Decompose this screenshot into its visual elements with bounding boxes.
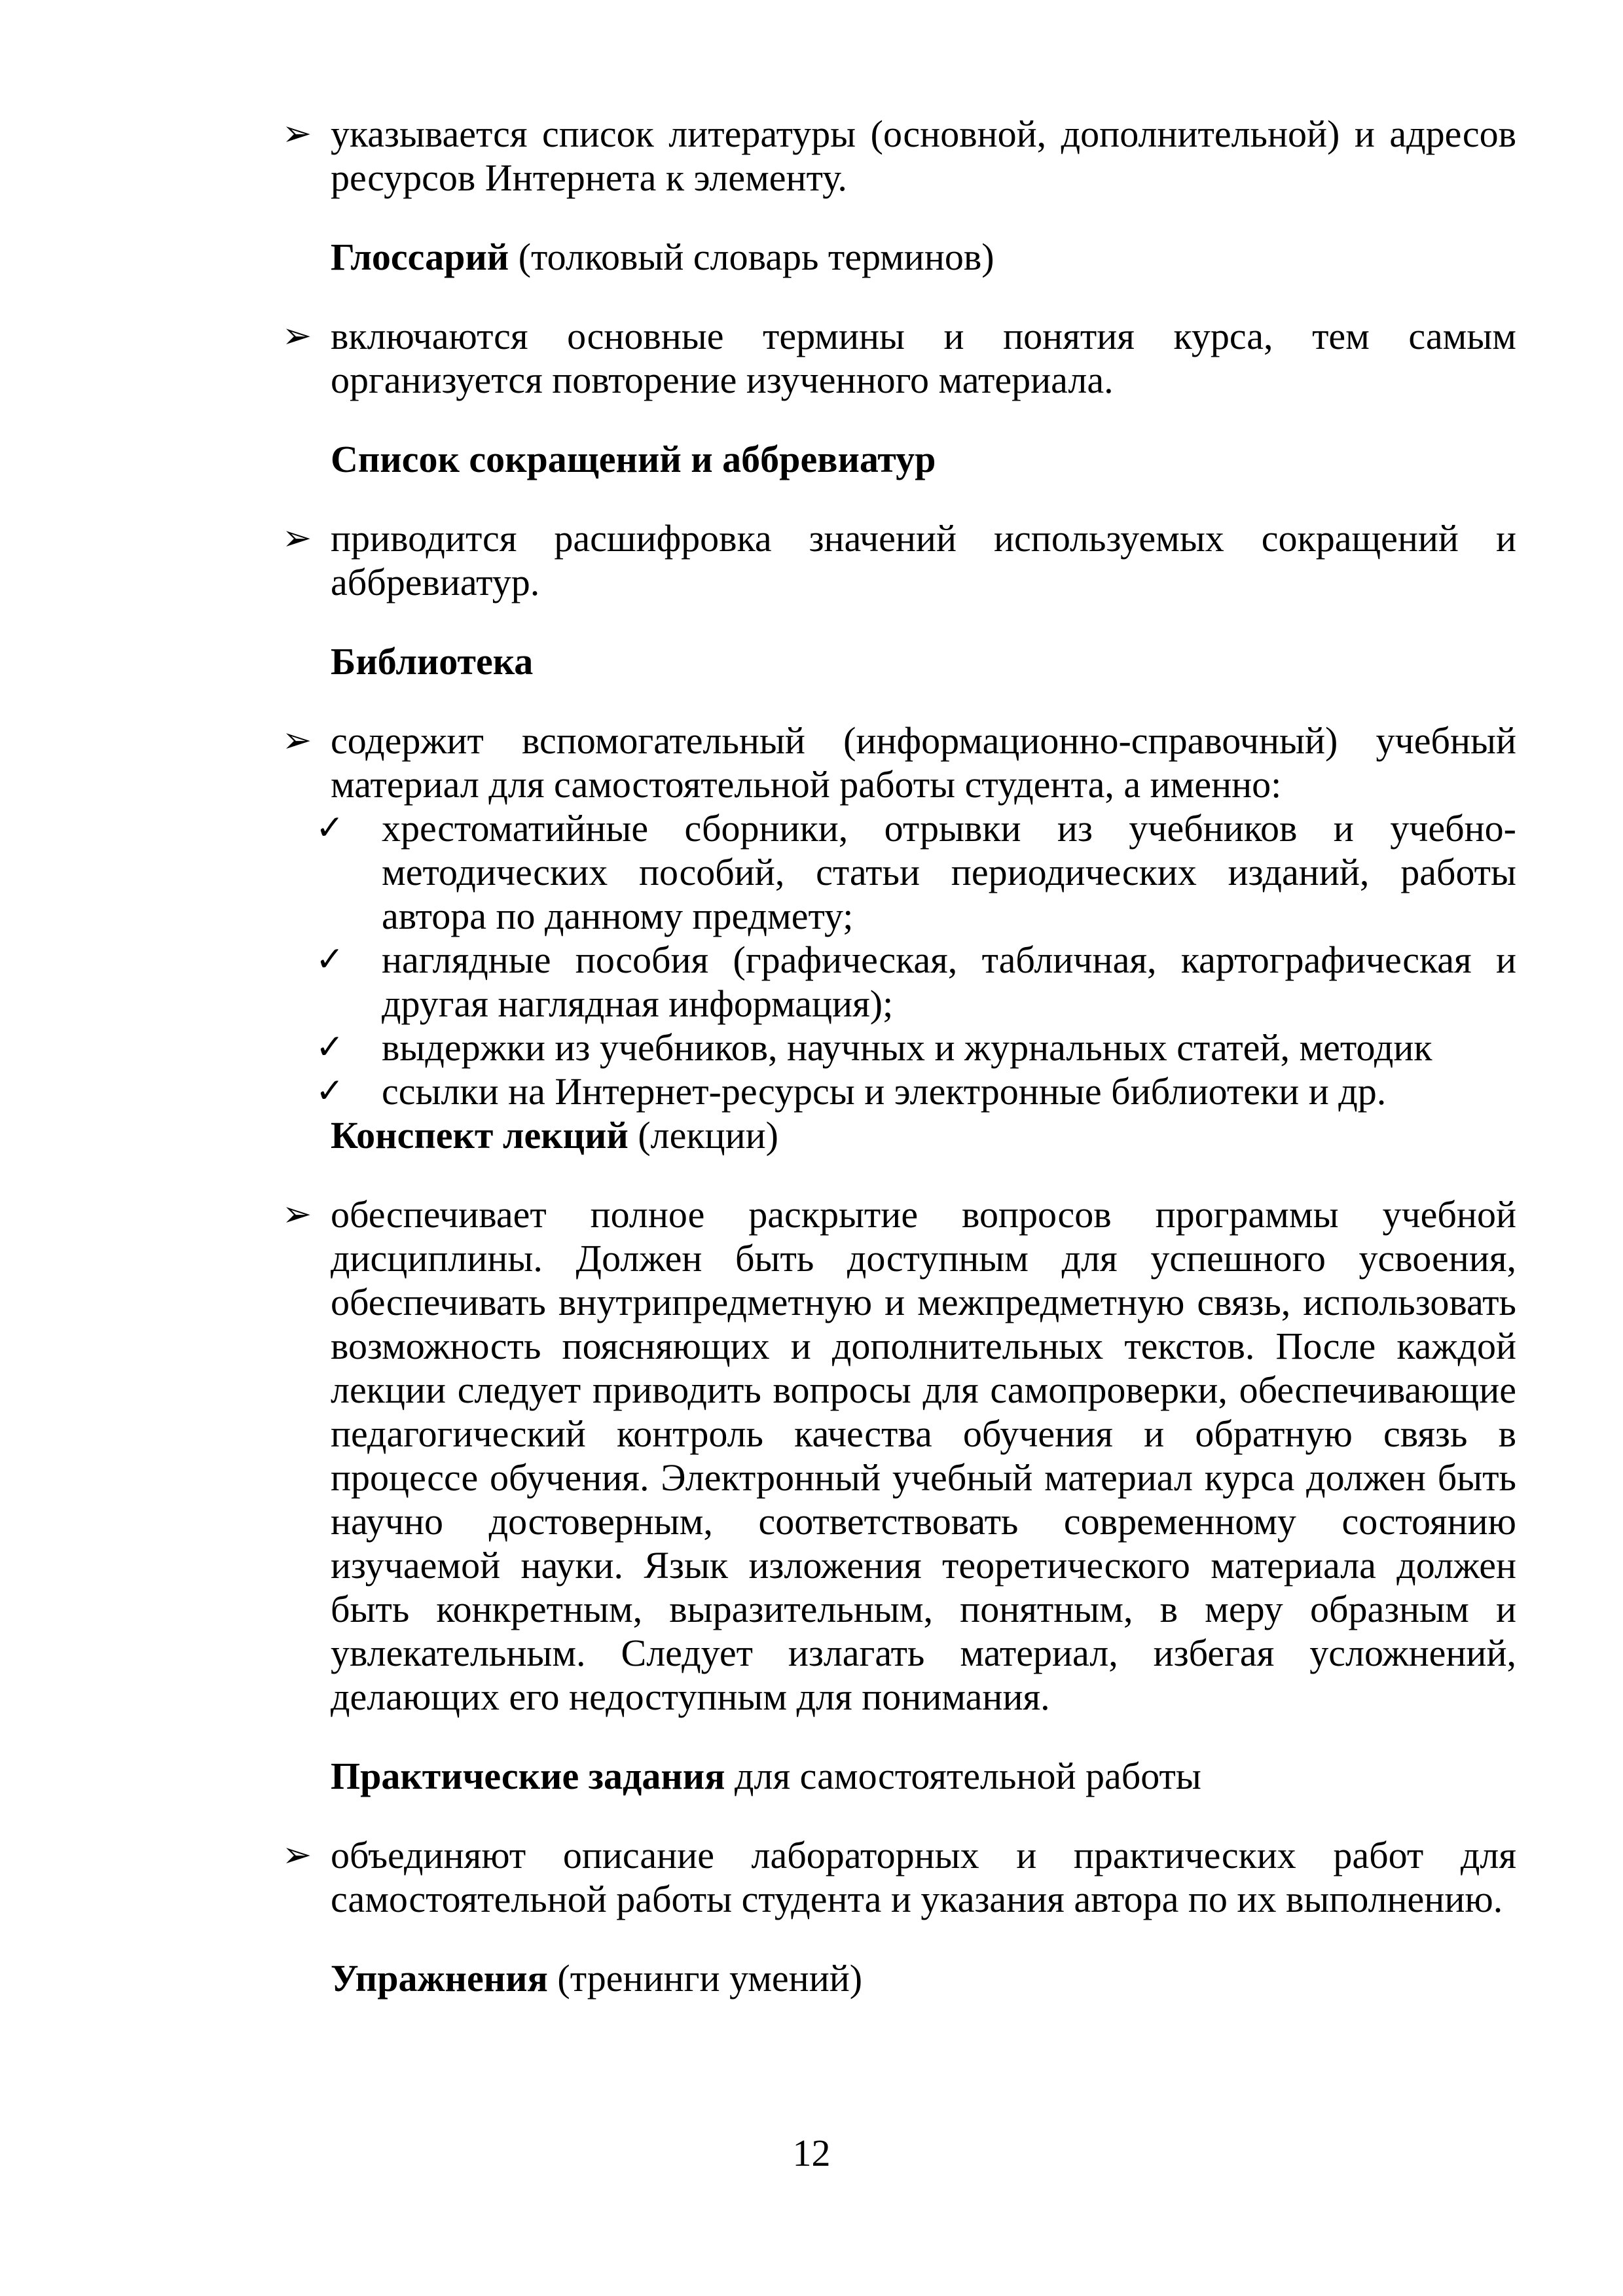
page-content (282, 112, 1516, 2000)
arrow-bullet-icon: ➢ (282, 1194, 312, 1234)
section-heading-exercises (282, 1956, 1516, 2000)
heading-rest: (толковый словарь терминов) (509, 236, 994, 278)
bullet-item (282, 112, 1516, 200)
arrow-bullet-icon: ➢ (282, 1835, 312, 1874)
arrow-bullet-icon: ➢ (282, 721, 312, 760)
bullet-text: обеспечивает полное раскрытие вопросов программы учебной дисциплины. Должен быть доступным для успешного усвоения, обеспечивать внутрипредметную и межпредметную связь, использовать возможность поясняющих и дополнительных текстов. После каждой лекции следует приводить вопросы для самопроверки, обеспечивающие педагогический контроль качества обучения и обратную связь в процессе обучения. Электронный учебный материал курса должен быть научно достоверным, соответствовать современному состоянию изучаемой науки. Язык изложения теоретического материала должен быть конкретным, выразительным, понятным, в меру образным и увлекательным. Следует излагать материал, избегая усложнений, делающих его недоступным для понимания. (331, 1193, 1516, 1718)
heading-rest: (тренинги умений) (547, 1957, 863, 2000)
check-text: хрестоматийные сборники, отрывки из учебников и учебно-методических пособий, статьи периодических изданий, работы автора по данному предмету; (382, 807, 1516, 937)
bullet-text: включаются основные термины и понятия курса, тем самым организуется повторение изученного материала. (331, 315, 1516, 401)
section-heading-glossary (282, 235, 1516, 279)
section-heading-library (282, 639, 1516, 683)
bullet-text: объединяют описание лабораторных и практических работ для самостоятельной работы студента и указания автора по их выполнению. (331, 1834, 1516, 1920)
check-text: ссылки на Интернет-ресурсы и электронные библиотеки и др. (382, 1070, 1387, 1113)
check-text: наглядные пособия (графическая, табличная, картографическая и другая наглядная информация); (382, 939, 1516, 1025)
check-item (316, 938, 1516, 1026)
heading-bold: Библиотека (331, 640, 534, 683)
bullet-item (282, 719, 1516, 806)
section-heading-practical (282, 1754, 1516, 1798)
check-text: выдержки из учебников, научных и журнальных статей, методик (382, 1026, 1432, 1069)
heading-bold: Конспект лекций (331, 1114, 629, 1157)
bullet-item (282, 1833, 1516, 1921)
page-number: 12 (792, 2132, 831, 2174)
bullet-text: указывается список литературы (основной, дополнительной) и адресов ресурсов Интернета к элементу. (331, 113, 1516, 199)
checkmark-icon: ✓ (316, 1029, 344, 1066)
bullet-text: приводится расшифровка значений используемых сокращений и аббревиатур. (331, 517, 1516, 603)
heading-bold: Практические задания (331, 1755, 725, 1797)
heading-rest: (лекции) (628, 1114, 778, 1157)
section-heading-lectures (282, 1113, 1516, 1157)
heading-bold: Глоссарий (331, 236, 509, 278)
check-item (316, 1069, 1516, 1113)
checkmark-icon: ✓ (316, 810, 344, 847)
arrow-bullet-icon: ➢ (282, 518, 312, 558)
checkmark-icon: ✓ (316, 941, 344, 978)
arrow-bullet-icon: ➢ (282, 316, 312, 355)
section-heading-abbreviations (282, 437, 1516, 481)
heading-bold: Упражнения (331, 1957, 548, 2000)
bullet-text: содержит вспомогательный (информационно-справочный) учебный материал для самостоятельной работы студента, а именно: (331, 719, 1516, 806)
bullet-item (282, 516, 1516, 604)
check-item (316, 1026, 1516, 1069)
arrow-bullet-icon: ➢ (282, 114, 312, 153)
check-item (316, 806, 1516, 938)
bullet-item (282, 1193, 1516, 1719)
checkmark-icon: ✓ (316, 1073, 344, 1110)
heading-bold: Список сокращений и аббревиатур (331, 438, 936, 480)
bullet-item (282, 314, 1516, 402)
heading-rest: для самостоятельной работы (725, 1755, 1201, 1797)
